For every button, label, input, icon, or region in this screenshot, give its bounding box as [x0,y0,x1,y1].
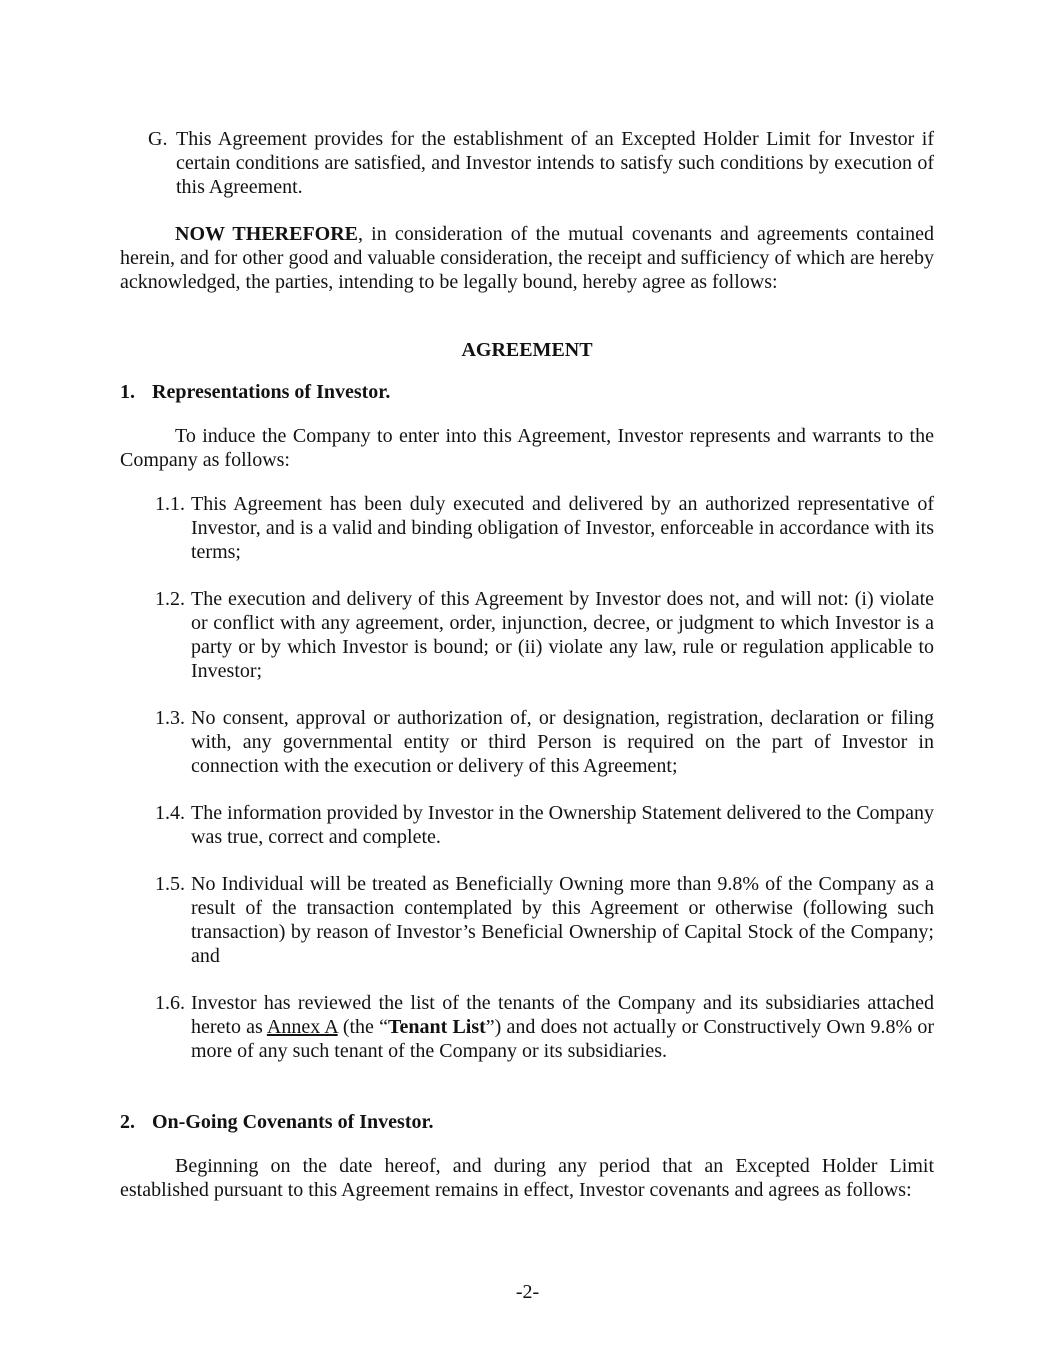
section-1-intro: To induce the Company to enter into this Agreement, Investor represents and warrants to the Company as follows: [120,425,934,471]
section-2-intro: Beginning on the date hereof, and during any period that an Excepted Holder Limit established pursuant to this Agreement remains in effect, Investor covenants and agrees as follows: [120,1155,934,1201]
list-item-1-2-text: The execution and delivery of this Agreement by Investor does not, and will not: (i) violate or conflict with any agreement, order, injunction, decree, or judgment to which Investor is a party or by which Investor is bound; or (ii) violate any law, rule or regulation applicable to Investor; [191,588,934,682]
list-item-1-6-text [191,991,934,1063]
list-item-1-6-number: 1.6. [155,992,185,1014]
list-item-1-1 [155,492,934,564]
recital-item-g [148,127,934,199]
section-1-title: Representations of Investor. [152,381,391,403]
now-therefore-lead: NOW THEREFORE [175,223,359,245]
list-item-1-2 [155,587,934,683]
section-2-heading [120,1110,934,1134]
list-item-1-2-number: 1.2. [155,588,185,610]
list-item-1-1-number: 1.1. [155,493,185,515]
agreement-heading: AGREEMENT [461,339,593,361]
list-item-1-3-text: No consent, approval or authorization of, or designation, registration, declaration or filing with, any governmental entity or third Person is required on the part of Investor in connection with the execution or delivery of this Agreement; [191,707,934,777]
recital-g-text: This Agreement provides for the establishment of an Excepted Holder Limit for Investor if certain conditions are satisfied, and Investor intends to satisfy such conditions by execution of this Agreement. [176,128,934,198]
list-item-1-6 [155,991,934,1063]
list-item-1-4-text: The information provided by Investor in the Ownership Statement delivered to the Company was true, correct and complete. [191,802,934,848]
page-number: -2- [515,1281,540,1303]
list-item-1-4 [155,801,934,849]
list-item-1-6-part3: ”) and does not actually or Constructively Own 9.8% or more of any such tenant of the Company or its subsidiaries. [191,1016,934,1062]
section-2-title: On-Going Covenants of Investor. [152,1111,434,1133]
section-2-number: 2. [120,1111,135,1133]
list-item-1-6-part1: Investor has reviewed the list of the tenants of the Company and its subsidiaries attached hereto as [191,992,934,1038]
list-item-1-5 [155,872,934,968]
now-therefore-paragraph [120,222,934,294]
list-item-1-5-number: 1.5. [155,873,185,895]
list-item-1-5-text: No Individual will be treated as Beneficially Owning more than 9.8% of the Company as a result of the transaction contemplated by this Agreement or otherwise (following such transaction) by reason of Investor’s Beneficial Ownership of Capital Stock of the Company; and [191,873,934,967]
section-1-heading [120,380,934,404]
list-item-1-3 [155,706,934,778]
now-therefore-text: , in consideration of the mutual covenants and agreements contained herein, and for other good and valuable consideration, the receipt and sufficiency of which are hereby acknowledged, the parties, intending to be legally bound, hereby agree as follows: [120,223,934,293]
recital-g-label: G. [148,128,168,150]
tenant-list-defined-term: Tenant List [387,1016,486,1038]
section-1-number: 1. [120,381,135,403]
list-item-1-3-number: 1.3. [155,707,185,729]
list-item-1-1-text: This Agreement has been duly executed and delivered by an authorized representative of Investor, and is a valid and binding obligation of Investor, enforceable in accordance with its terms; [191,493,934,563]
list-item-1-4-number: 1.4. [155,802,185,824]
annex-a-reference: Annex A [266,1016,338,1038]
list-item-1-6-part2: (the “ [337,1016,388,1038]
